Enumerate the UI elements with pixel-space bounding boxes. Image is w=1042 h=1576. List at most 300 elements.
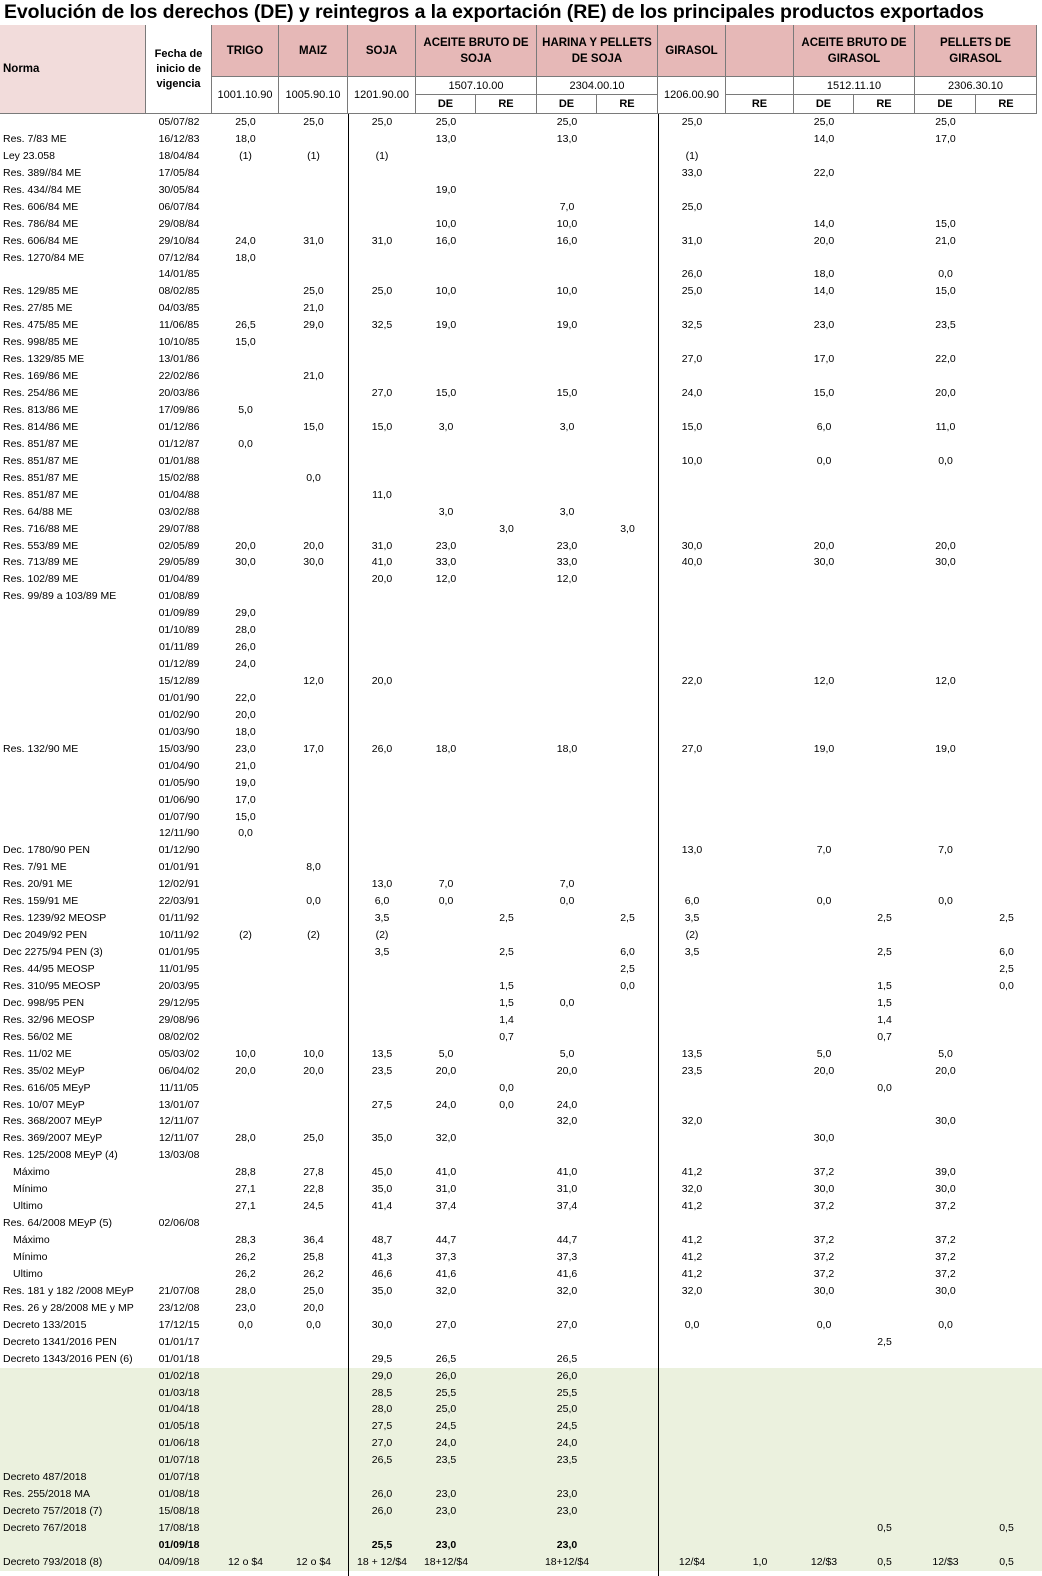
cell-value: 27,1: [235, 1200, 256, 1213]
cell-norma: Decreto 757/2018 (7): [3, 1505, 103, 1518]
cell-value: [976, 1080, 1037, 1097]
cell-value: [416, 1334, 476, 1351]
cell-value: 26,5: [235, 319, 256, 332]
cell-value: 28,0: [235, 1132, 256, 1145]
table-row: [0, 233, 1042, 250]
cell-value: 25,0: [371, 285, 393, 298]
cell-value: 10,0: [556, 217, 578, 230]
cell-value: 20,0: [935, 1064, 956, 1077]
cell-value: [658, 571, 726, 588]
cell-value: [794, 1300, 854, 1317]
cell-value: 37,4: [435, 1200, 457, 1213]
cell-value: [915, 1418, 976, 1435]
cell-value: 0,0: [938, 895, 953, 908]
cell-value: [976, 1063, 1037, 1080]
cell-value: 33,0: [681, 166, 703, 179]
cell-value: [212, 1029, 279, 1046]
cell-value: 41,3: [371, 1250, 393, 1263]
cell-value: [794, 978, 854, 995]
cell-value: 39,0: [935, 1166, 956, 1179]
cell-value: 0,5: [877, 1522, 892, 1535]
cell-value: [212, 1097, 279, 1114]
cell-value: 11,0: [935, 420, 956, 433]
cell-value: [279, 453, 348, 470]
cell-value: [794, 944, 854, 961]
table-row: [0, 385, 1042, 402]
cell-value: [212, 1520, 279, 1537]
cell-value: 29,0: [303, 319, 324, 332]
cell-value: [915, 521, 976, 538]
cell-value: [476, 1113, 537, 1130]
cell-value: [476, 1063, 537, 1080]
cell-value: [976, 1334, 1037, 1351]
cell-value: [794, 1401, 854, 1418]
header-product-trigo: TRIGO: [212, 25, 279, 77]
cell-value: 2,5: [877, 912, 892, 925]
cell-value: 28,0: [371, 1403, 393, 1416]
cell-value: 2,5: [499, 912, 514, 925]
cell-value: [279, 216, 348, 233]
cell-value: 23,0: [435, 1538, 457, 1551]
cell-value: 20,0: [813, 539, 835, 552]
cell-value: 13,0: [371, 878, 393, 891]
cell-value: [854, 893, 915, 910]
cell-value: 32,0: [556, 1115, 578, 1128]
cell-value: [726, 1283, 794, 1300]
table-row: [0, 741, 1042, 758]
cell-value: [976, 673, 1037, 690]
cell-value: 3,0: [499, 522, 514, 535]
cell-norma: Res. 310/95 MEOSP: [3, 979, 101, 992]
cell-norma: Res. 1329/85 ME: [3, 353, 85, 366]
cell-value: [212, 504, 279, 521]
table-row: [0, 1046, 1042, 1063]
cell-value: [597, 538, 658, 555]
table-row: [0, 1147, 1042, 1164]
cell-value: [976, 283, 1037, 300]
cell-value: [416, 1300, 476, 1317]
cell-value: [658, 1520, 726, 1537]
table-row: [0, 1334, 1042, 1351]
cell-value: [279, 571, 348, 588]
cell-value: 30,0: [235, 556, 256, 569]
cell-value: [658, 605, 726, 622]
cell-norma: Res. 169/86 ME: [3, 370, 79, 383]
cell-fecha: 13/01/86: [158, 353, 200, 366]
cell-value: 0,0: [999, 979, 1014, 992]
cell-value: 37,2: [813, 1166, 835, 1179]
cell-value: [476, 182, 537, 199]
cell-value: [279, 165, 348, 182]
header-product-pellets-girasol: PELLETS DE GIRASOL: [915, 25, 1037, 77]
cell-value: 28,0: [235, 1284, 256, 1297]
cell-value: [854, 588, 915, 605]
cell-value: 0,0: [877, 1081, 892, 1094]
cell-norma: [3, 724, 148, 741]
cell-value: 37,2: [813, 1267, 835, 1280]
cell-value: [794, 588, 854, 605]
cell-value: 17,0: [935, 132, 956, 145]
table-row: [0, 1266, 1042, 1283]
cell-norma: [3, 1385, 148, 1402]
table-row: [0, 1486, 1042, 1503]
cell-value: 25,0: [681, 285, 703, 298]
cell-value: [212, 1215, 279, 1232]
cell-norma: Res. 616/05 MEyP: [3, 1081, 91, 1094]
cell-value: [279, 910, 348, 927]
cell-norma: Res. 606/84 ME: [3, 200, 79, 213]
cell-value: [348, 131, 416, 148]
table-row: [0, 250, 1042, 267]
cell-value: [279, 1469, 348, 1486]
cell-value: [416, 724, 476, 741]
cell-value: [658, 436, 726, 453]
cell-value: [416, 199, 476, 216]
cell-value: 0,5: [999, 1522, 1014, 1535]
cell-value: 23,5: [935, 319, 956, 332]
cell-value: [597, 1029, 658, 1046]
cell-value: 30,0: [371, 1318, 393, 1331]
cell-value: [597, 470, 658, 487]
cell-value: 26,0: [371, 1488, 393, 1501]
cell-value: [476, 927, 537, 944]
cell-norma: Res. 64/2008 MEyP (5): [3, 1217, 112, 1230]
cell-value: [476, 266, 537, 283]
table-row: [0, 809, 1042, 826]
cell-value: [915, 724, 976, 741]
cell-value: 37,2: [813, 1200, 835, 1213]
cell-value: [915, 978, 976, 995]
cell-value: [915, 792, 976, 809]
cell-value: [476, 571, 537, 588]
cell-value: [854, 1368, 915, 1385]
cell-value: [794, 334, 854, 351]
cell-value: 25,0: [935, 116, 956, 128]
header-product-harina-soja: HARINA Y PELLETS DE SOJA: [537, 25, 658, 77]
cell-value: 20,0: [813, 234, 835, 247]
cell-value: [726, 1097, 794, 1114]
cell-value: 37,2: [813, 1234, 835, 1247]
cell-value: [416, 1113, 476, 1130]
cell-value: [726, 250, 794, 267]
cell-value: [726, 131, 794, 148]
header-product-soja: SOJA: [348, 25, 416, 77]
cell-value: [212, 910, 279, 927]
cell-value: [476, 707, 537, 724]
cell-value: [279, 758, 348, 775]
cell-value: [279, 1503, 348, 1520]
cell-value: [658, 1401, 726, 1418]
cell-value: [854, 1198, 915, 1215]
cell-value: [537, 639, 597, 656]
cell-fecha: 29/08/84: [158, 217, 200, 230]
cell-fecha: 06/04/02: [158, 1064, 200, 1077]
cell-value: 15,0: [435, 387, 457, 400]
cell-value: [597, 605, 658, 622]
cell-value: [416, 1012, 476, 1029]
cell-fecha: 12/11/90: [158, 827, 200, 840]
cell-value: 41,4: [371, 1200, 393, 1213]
cell-value: [726, 1385, 794, 1402]
cell-value: [854, 724, 915, 741]
cell-value: [915, 1385, 976, 1402]
cell-value: [726, 1537, 794, 1554]
cell-value: [976, 1368, 1037, 1385]
cell-value: [416, 927, 476, 944]
table-row: [0, 165, 1042, 182]
cell-norma: Res. 64/88 ME: [3, 505, 73, 518]
cell-norma: Res. 7/83 ME: [3, 132, 67, 145]
cell-value: [348, 1215, 416, 1232]
cell-value: 32,0: [681, 1284, 703, 1297]
cell-value: [854, 1351, 915, 1368]
cell-value: [794, 961, 854, 978]
cell-value: [976, 707, 1037, 724]
cell-value: 22,0: [235, 691, 256, 704]
cell-value: [279, 131, 348, 148]
cell-value: 21,0: [935, 234, 956, 247]
cell-value: [597, 1232, 658, 1249]
cell-value: [794, 148, 854, 165]
cell-value: [597, 317, 658, 334]
cell-value: [854, 1503, 915, 1520]
header-product-aceite-soja: ACEITE BRUTO DE SOJA: [416, 25, 537, 77]
cell-value: [348, 1012, 416, 1029]
cell-value: [416, 605, 476, 622]
cell-value: [794, 487, 854, 504]
cell-value: [597, 1435, 658, 1452]
cell-value: [658, 1486, 726, 1503]
cell-value: 12,0: [303, 675, 324, 688]
cell-value: 37,2: [935, 1267, 956, 1280]
cell-value: [476, 148, 537, 165]
cell-value: [476, 1164, 537, 1181]
cell-value: 30,0: [935, 1183, 956, 1196]
cell-value: 1,5: [499, 979, 514, 992]
cell-value: 0,5: [999, 1555, 1014, 1568]
cell-value: 25,0: [303, 1132, 324, 1145]
table-row: [0, 148, 1042, 165]
cell-value: [476, 250, 537, 267]
cell-value: 25,0: [681, 200, 703, 213]
cell-value: 15,0: [556, 387, 578, 400]
cell-value: [794, 250, 854, 267]
cell-value: [348, 453, 416, 470]
cell-value: 2,5: [877, 1335, 892, 1348]
cell-value: [854, 504, 915, 521]
cell-value: 27,0: [371, 1437, 393, 1450]
header-de-harina-soja: DE: [537, 95, 597, 114]
cell-value: [658, 1368, 726, 1385]
cell-fecha: 01/02/90: [158, 708, 200, 721]
cell-value: [976, 300, 1037, 317]
cell-value: [212, 876, 279, 893]
cell-value: [476, 1334, 537, 1351]
cell-value: [915, 1334, 976, 1351]
cell-value: [794, 809, 854, 826]
cell-value: 26,5: [371, 1454, 393, 1467]
cell-value: 31,0: [303, 234, 324, 247]
cell-value: [597, 554, 658, 571]
cell-value: [476, 639, 537, 656]
cell-value: [915, 995, 976, 1012]
cell-value: [416, 758, 476, 775]
cell-value: [597, 1317, 658, 1334]
cell-value: [854, 165, 915, 182]
cell-value: [537, 910, 597, 927]
cell-value: 6,0: [999, 946, 1014, 959]
cell-value: [976, 470, 1037, 487]
cell-value: [476, 1046, 537, 1063]
cell-fecha: 08/02/02: [158, 1030, 200, 1043]
cell-value: 15,0: [303, 420, 324, 433]
cell-value: 1,4: [499, 1013, 514, 1026]
cell-value: [915, 368, 976, 385]
cell-value: [915, 707, 976, 724]
cell-value: [726, 995, 794, 1012]
cell-norma: Res. 814/86 ME: [3, 420, 79, 433]
cell-value: 26,0: [556, 1369, 578, 1382]
cell-value: [416, 453, 476, 470]
table-row: [0, 724, 1042, 741]
cell-value: [726, 554, 794, 571]
cell-value: [854, 1113, 915, 1130]
cell-value: [976, 199, 1037, 216]
cell-value: [976, 521, 1037, 538]
cell-value: [915, 961, 976, 978]
cell-value: [658, 1097, 726, 1114]
cell-value: [726, 436, 794, 453]
table-row: [0, 182, 1042, 199]
cell-fecha: 10/11/92: [158, 929, 200, 942]
cell-fecha: 29/05/89: [158, 556, 200, 569]
cell-value: [348, 724, 416, 741]
cell-value: [976, 538, 1037, 555]
cell-value: [212, 893, 279, 910]
cell-fecha: 01/07/18: [158, 1454, 200, 1467]
cell-value: [976, 351, 1037, 368]
cell-value: 3,5: [684, 946, 700, 959]
table-row: [0, 893, 1042, 910]
cell-value: [854, 1266, 915, 1283]
table-row: [0, 859, 1042, 876]
cell-norma: [3, 1435, 148, 1452]
cell-value: 3,0: [559, 420, 575, 433]
cell-value: [976, 1452, 1037, 1469]
cell-value: [726, 385, 794, 402]
cell-value: [597, 165, 658, 182]
header-re-aceite-girasol: RE: [854, 95, 915, 114]
cell-fecha: 10/10/85: [158, 336, 200, 349]
cell-fecha: 29/08/96: [158, 1013, 200, 1026]
cell-value: [597, 334, 658, 351]
cell-value: 7,0: [438, 878, 454, 891]
cell-fecha: 29/12/95: [158, 996, 200, 1009]
cell-value: [976, 1164, 1037, 1181]
cell-value: 30,0: [813, 1132, 835, 1145]
cell-value: [476, 453, 537, 470]
cell-value: [726, 1080, 794, 1097]
cell-value: 37,2: [935, 1200, 956, 1213]
cell-value: [658, 758, 726, 775]
table-row: [0, 1537, 1042, 1554]
cell-value: [537, 1520, 597, 1537]
cell-fecha: 13/03/08: [158, 1149, 200, 1162]
cell-norma: [3, 825, 148, 842]
cell-value: 41,2: [681, 1166, 703, 1179]
cell-value: [915, 1130, 976, 1147]
cell-value: [726, 1046, 794, 1063]
table-row: [0, 1012, 1042, 1029]
cell-fecha: 01/03/18: [158, 1386, 200, 1399]
header-code-maiz: 1005.90.10: [279, 77, 348, 114]
table-row: [0, 656, 1042, 673]
cell-value: [794, 1469, 854, 1486]
cell-value: 24,0: [235, 234, 256, 247]
table-row: [0, 673, 1042, 690]
cell-value: 0,0: [499, 1081, 514, 1094]
cell-value: [976, 266, 1037, 283]
table-row: [0, 1503, 1042, 1520]
cell-value: [476, 1215, 537, 1232]
cell-value: [915, 1351, 976, 1368]
header-code-soja: 1201.90.00: [348, 77, 416, 114]
cell-value: [348, 1520, 416, 1537]
cell-value: [416, 775, 476, 792]
cell-value: [597, 199, 658, 216]
cell-value: 32,5: [371, 319, 393, 332]
cell-value: 12/$3: [810, 1555, 838, 1568]
cell-value: [976, 605, 1037, 622]
header-product-maiz: MAIZ: [279, 25, 348, 77]
cell-value: [476, 961, 537, 978]
cell-value: [726, 521, 794, 538]
table-row: [0, 639, 1042, 656]
cell-value: [279, 809, 348, 826]
cell-value: [794, 1097, 854, 1114]
cell-norma: Res. 7/91 ME: [3, 861, 67, 874]
cell-fecha: 01/01/17: [158, 1335, 200, 1348]
cell-value: [212, 961, 279, 978]
cell-value: [279, 487, 348, 504]
cell-value: [597, 351, 658, 368]
cell-fecha: 01/08/89: [158, 590, 200, 603]
table-body: [0, 114, 1042, 1576]
cell-norma: Dec 2275/94 PEN (3): [3, 946, 103, 959]
cell-value: [726, 1181, 794, 1198]
cell-fecha: 01/01/18: [158, 1352, 200, 1365]
cell-value: [794, 622, 854, 639]
cell-value: 23,0: [435, 1488, 457, 1501]
table-row: [0, 487, 1042, 504]
cell-value: [476, 741, 537, 758]
cell-value: 0,0: [238, 1318, 253, 1331]
table-row: [0, 1181, 1042, 1198]
cell-value: [854, 1486, 915, 1503]
cell-value: [212, 1401, 279, 1418]
cell-fecha: 12/02/91: [158, 878, 200, 891]
cell-fecha: 01/05/90: [158, 776, 200, 789]
cell-value: [279, 656, 348, 673]
cell-value: 26,0: [371, 1505, 393, 1518]
cell-value: [976, 1181, 1037, 1198]
cell-value: [537, 300, 597, 317]
table-row: [0, 910, 1042, 927]
cell-value: [537, 334, 597, 351]
cell-value: [658, 792, 726, 809]
cell-value: [976, 656, 1037, 673]
cell-value: [348, 470, 416, 487]
